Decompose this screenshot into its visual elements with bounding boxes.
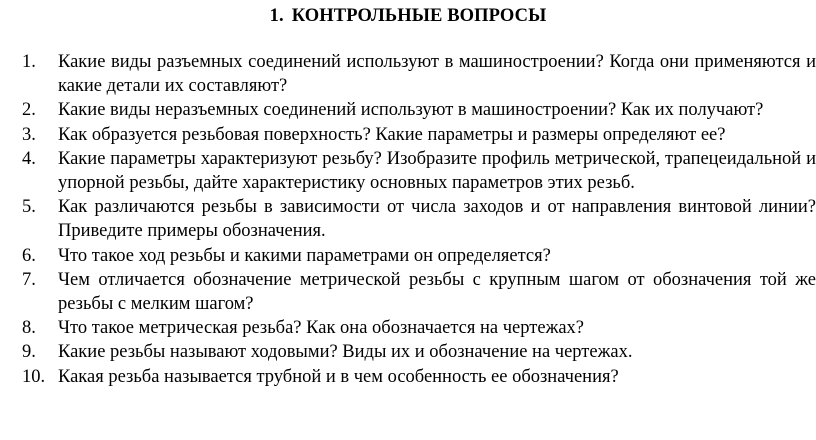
question-number: 9. (22, 342, 36, 363)
questions-list (22, 50, 816, 389)
question-item-10 (22, 365, 816, 389)
question-text: Чем отличается обозначение метрической резьбы с крупным шагом от обозначения той же резьбы с мелким шагом? (58, 269, 816, 315)
question-number: 5. (22, 197, 36, 218)
question-item-2 (22, 98, 816, 122)
question-text: Как различаются резьбы в зависимости от числа заходов и от направления винтовой линии? Приведите примеры обозначения. (58, 197, 816, 242)
question-text: Какие виды разъемных соединений используют в машиностроении? Когда они применяются и какие детали их составляют? (58, 52, 816, 97)
section-number: 1. (269, 6, 284, 26)
question-text: Что такое ход резьбы и какими параметрами он определяется? (58, 245, 551, 266)
question-item-9 (22, 340, 816, 364)
question-number: 4. (22, 148, 36, 169)
question-item-8 (22, 316, 816, 340)
question-text: Как образуется резьбовая поверхность? Какие параметры и размеры определяют ее? (58, 124, 726, 145)
question-text: Какие параметры характеризуют резьбу? Изобразите профиль метрической, трапецеидальной и упорной резьбы, дайте характеристику основных параметров этих резьб. (58, 148, 816, 194)
question-item-7 (22, 268, 816, 316)
question-number: 7. (22, 269, 36, 290)
question-number: 2. (22, 100, 36, 121)
question-text: Какие резьбы называют ходовыми? Виды их и обозначение на чертежах. (58, 342, 633, 363)
section-heading (0, 5, 816, 27)
question-number: 1. (22, 52, 36, 72)
question-item-1 (22, 50, 816, 98)
question-item-4 (22, 147, 816, 195)
question-item-3 (22, 123, 816, 147)
question-number: 3. (22, 124, 36, 145)
question-text: Какая резьба называется трубной и в чем особенность ее обозначения? (58, 366, 619, 387)
question-number: 10. (22, 366, 46, 387)
question-number: 8. (22, 318, 36, 339)
section-title: КОНТРОЛЬНЫЕ ВОПРОСЫ (291, 6, 547, 26)
question-text: Какие виды неразъемных соединений используют в машиностроении? Как их получают? (58, 100, 764, 121)
question-item-5 (22, 195, 816, 243)
question-item-6 (22, 244, 816, 268)
question-number: 6. (22, 245, 36, 266)
question-text: Что такое метрическая резьба? Как она обозначается на чертежах? (58, 318, 585, 339)
